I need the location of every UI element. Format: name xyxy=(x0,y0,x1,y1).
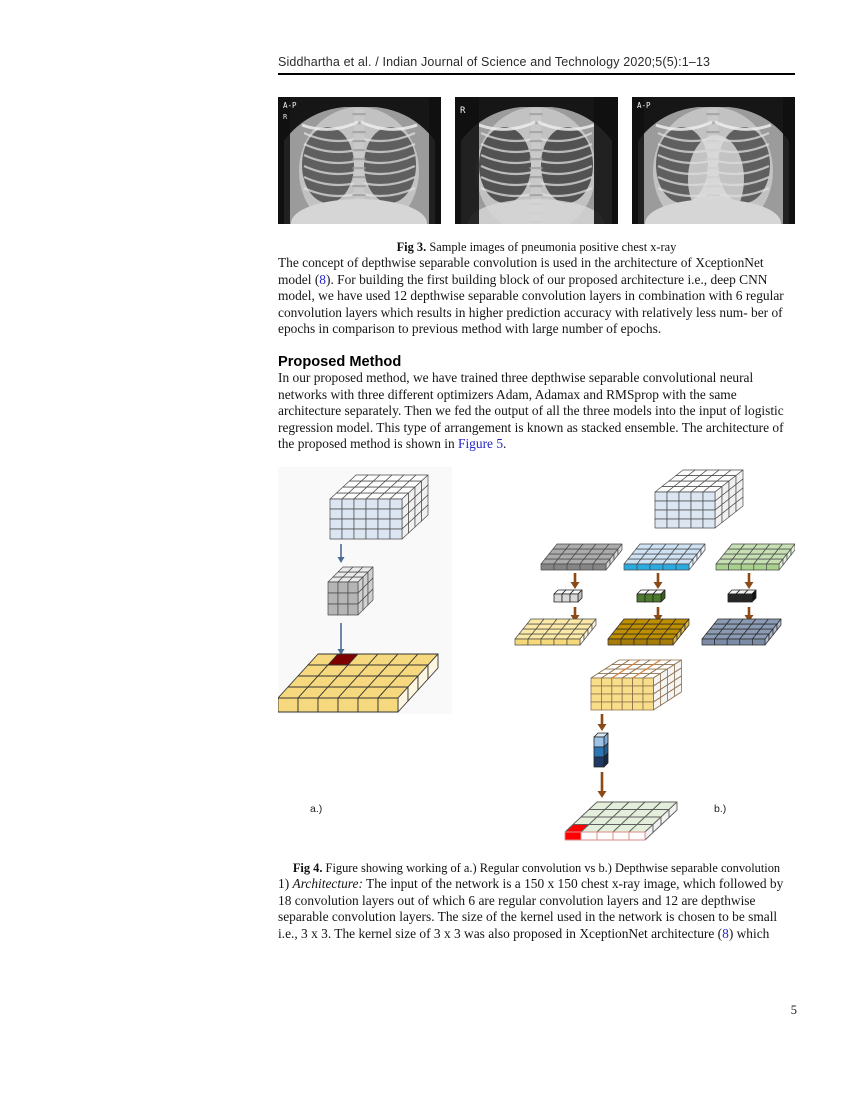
fig3-caption xyxy=(278,240,795,255)
page-number: 5 xyxy=(790,1003,797,1017)
chest-xray-image-1 xyxy=(278,97,441,224)
paragraph-3-italic-architecture: Architecture: xyxy=(292,875,363,891)
paragraph-2-text-b: . xyxy=(503,436,507,452)
citation-link-8[interactable]: 8 xyxy=(319,271,326,287)
fig3-image-row xyxy=(278,97,795,224)
paragraph-3 xyxy=(278,876,795,942)
paragraph-1-text-b: ). For building the first building block of our proposed architecture i.e., deep CNN model, we have used 12 depthwise separable convolution layers in combination with 6 regular convolution layers which results in higher prediction accuracy with relatively less num- ber of epochs in comparison to previous method with large number of epochs. xyxy=(278,271,784,337)
fig4-convolution-diagram xyxy=(278,467,795,845)
fig3-caption-label: Fig 3. xyxy=(396,240,427,254)
svg-text:A-P: A-P xyxy=(283,101,297,110)
paragraph-3-text-b: The input of the network is a 150 x 150 chest x-ray image, which followed by 18 convolution layers out of which 6 are regular convolution layers and 12 are depthwise separable convolution layers. The size of the kernel used in the network is chosen to be small i.e., 3 x 3. The kernel size of 3 x 3 was also proposed in XceptionNet architecture ( xyxy=(278,875,784,941)
paragraph-3-text-a: 1) xyxy=(278,875,293,891)
content-column xyxy=(278,0,795,942)
fig4-diagram xyxy=(278,467,795,845)
fig4-caption xyxy=(278,861,795,876)
chest-xray-image-3 xyxy=(632,97,795,224)
svg-text:R: R xyxy=(283,113,288,121)
header-rule xyxy=(278,73,795,75)
fig4-caption-text: Figure showing working of a.) Regular convolution vs b.) Depthwise separable convolution xyxy=(322,860,781,875)
paragraph-2-text-a: In our proposed method, we have trained three depthwise separable convolutional neural networks with three different optimizers Adam, Adamax and RMSprop with the same architecture separately. Then we fed the output of all the three models into the input of logistic regression model. This type of arrangement is known as stacked ensemble. The architecture of the proposed method is shown in xyxy=(278,369,784,452)
svg-text:A-P: A-P xyxy=(637,101,651,110)
running-header xyxy=(278,55,795,69)
chest-xray-image-2 xyxy=(455,97,618,224)
citation-link-8b[interactable]: 8 xyxy=(722,925,729,941)
running-header-text: Siddhartha et al. / Indian Journal of Science and Technology 2020;5(5):1–13 xyxy=(278,55,711,69)
fig4-caption-label: Fig 4. xyxy=(292,860,323,875)
svg-text:R: R xyxy=(460,106,466,116)
paragraph-1 xyxy=(278,255,795,338)
paragraph-3-text-c: ) which xyxy=(728,925,770,941)
figure-5-link[interactable]: Figure 5 xyxy=(458,436,504,452)
fig4-label-b: b.) xyxy=(714,802,727,815)
fig4-label-a: a.) xyxy=(310,802,323,815)
fig3-caption-text: Sample images of pneumonia positive chest x-ray xyxy=(426,240,677,254)
section-heading-proposed-method: Proposed Method xyxy=(278,353,402,370)
paragraph-2 xyxy=(278,370,795,453)
paragraph-1-text-a: The concept of depthwise separable convolution is used in the architecture of XceptionNet model ( xyxy=(278,255,764,287)
